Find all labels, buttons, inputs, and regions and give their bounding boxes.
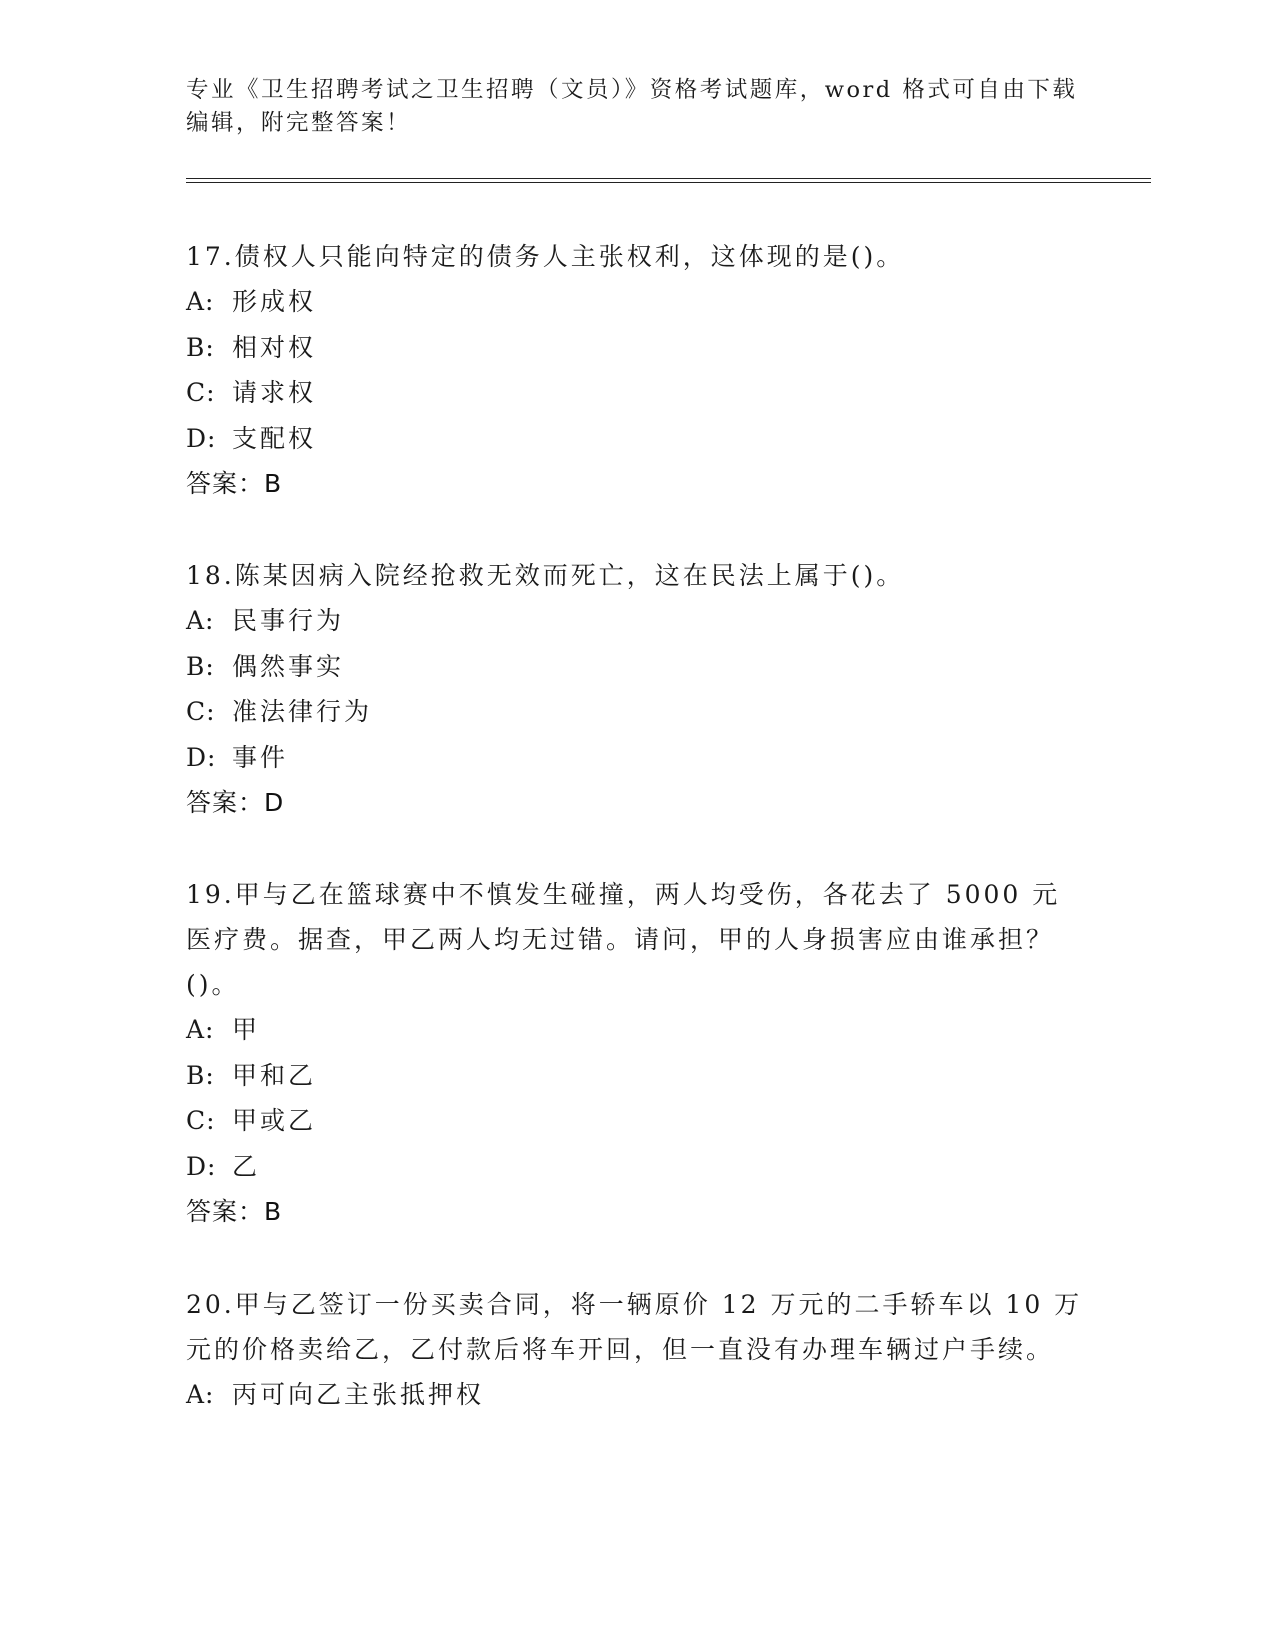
option-key: A: (186, 1015, 215, 1044)
question-20-text: 20.甲与乙签订一份买卖合同，将一辆原价 12 万元的二手轿车以 10 万元的价格卖给乙，乙付款后将车开回，但一直没有办理车辆过户手续。 (186, 1290, 1083, 1364)
question-19-option-b (186, 1053, 1086, 1099)
question-19-answer: 答案：B (186, 1197, 283, 1226)
option-key: B: (186, 651, 215, 681)
question-20 (186, 1282, 1086, 1418)
question-18-option-d (186, 735, 1086, 781)
option-text: 甲 (232, 1015, 261, 1044)
question-17-option-b (186, 325, 1086, 371)
question-17-option-c (186, 370, 1086, 416)
question-17-text: 17.债权人只能向特定的债务人主张权利，这体现的是()。 (186, 242, 905, 271)
question-18-option-b (186, 644, 1086, 690)
header-divider-bottom (186, 182, 1151, 183)
option-key: A: (186, 1380, 215, 1409)
option-key: A: (186, 606, 215, 635)
document-header: 专业《卫生招聘考试之卫生招聘（文员）》资格考试题库，word 格式可自由下载编辑，附完整答案！ (186, 77, 1078, 136)
question-19 (186, 872, 1086, 1235)
option-key: B: (186, 332, 215, 362)
option-key: C: (186, 697, 216, 726)
question-19-option-c (186, 1098, 1086, 1144)
question-17-option-a (186, 279, 1086, 325)
question-18-option-a (186, 598, 1086, 644)
option-key: D: (186, 742, 217, 772)
option-text: 准法律行为 (232, 697, 373, 726)
option-text: 偶然事实 (232, 651, 345, 681)
option-text: 事件 (232, 742, 289, 772)
option-text: 乙 (232, 1151, 261, 1181)
header-divider-top (186, 178, 1151, 179)
option-text: 形成权 (232, 287, 317, 316)
question-19-text: 19.甲与乙在篮球赛中不慎发生碰撞，两人均受伤，各花去了 5000 元医疗费。据查，甲乙两人均无过错。请问，甲的人身损害应由谁承担？()。 (186, 880, 1061, 999)
option-text: 相对权 (232, 332, 317, 362)
question-17-answer: 答案：B (186, 469, 283, 498)
question-18-answer: 答案：D (186, 788, 285, 817)
option-text: 支配权 (232, 423, 317, 453)
question-17 (186, 234, 1086, 507)
question-17-option-d (186, 416, 1086, 462)
option-text: 请求权 (232, 378, 317, 407)
option-key: A: (186, 287, 215, 316)
option-key: C: (186, 1106, 216, 1135)
question-19-option-a (186, 1007, 1086, 1053)
option-text: 甲和乙 (232, 1060, 317, 1090)
question-18-text: 18.陈某因病入院经抢救无效而死亡，这在民法上属于()。 (186, 561, 905, 590)
question-18-option-c (186, 689, 1086, 735)
option-text: 甲或乙 (232, 1106, 317, 1135)
option-text: 民事行为 (232, 606, 345, 635)
option-key: D: (186, 423, 217, 453)
question-19-option-d (186, 1144, 1086, 1190)
option-text: 丙可向乙主张抵押权 (232, 1380, 485, 1409)
option-key: C: (186, 378, 216, 407)
question-18 (186, 553, 1086, 826)
question-20-option-a (186, 1372, 1086, 1418)
option-key: B: (186, 1060, 215, 1090)
option-key: D: (186, 1151, 217, 1181)
